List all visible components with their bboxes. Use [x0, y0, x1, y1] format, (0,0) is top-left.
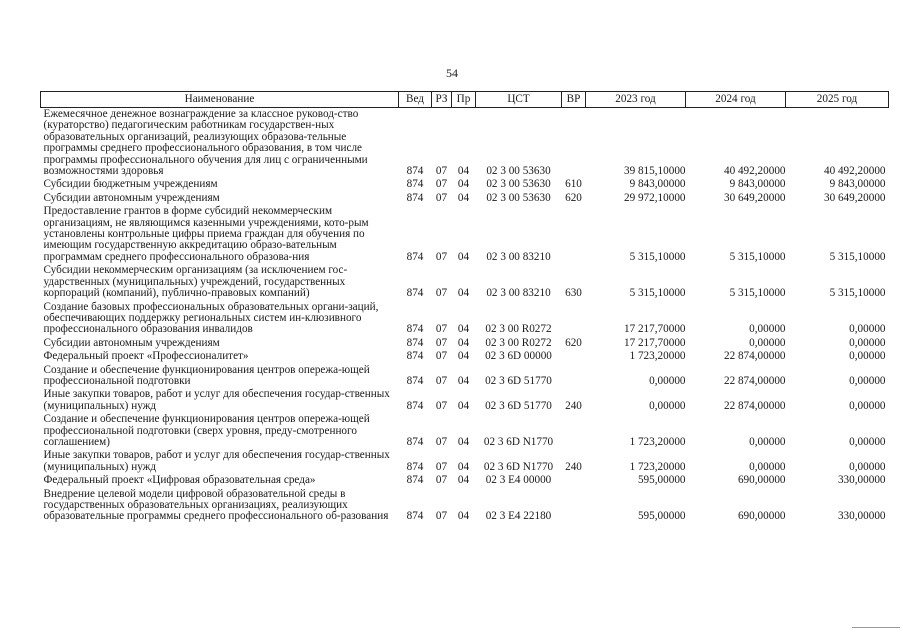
cell-ved: 874 [406, 399, 424, 412]
cell-2024: 9 843,00000 [729, 178, 786, 191]
cell-vr [562, 364, 586, 389]
table-row [41, 488, 889, 524]
header-rz: РЗ [432, 92, 452, 108]
header-2023: 2023 год [586, 92, 686, 108]
header-cst: ЦСТ [476, 92, 562, 108]
cell-cst: 02 3 6D 51770 [485, 374, 552, 387]
cell-vr [562, 488, 586, 524]
cell-ved: 874 [406, 510, 424, 523]
table-row [41, 178, 889, 191]
cell-vr: 610 [565, 178, 582, 191]
header-2025: 2025 год [786, 92, 889, 108]
cell-2025: 9 843,00000 [829, 178, 886, 191]
cell-rz: 07 [435, 178, 448, 191]
cell-cst: 02 3 6D 51770 [485, 399, 552, 412]
cell-pr: 04 [457, 374, 470, 387]
cell-2024: 0,00000 [749, 323, 786, 336]
cell-2023: 39 815,10000 [623, 165, 686, 178]
cell-2024: 5 315,10000 [729, 287, 786, 300]
cell-ved: 874 [406, 474, 424, 487]
cell-ved: 874 [406, 165, 424, 178]
cell-2023: 29 972,10000 [623, 191, 686, 204]
cell-cst: 02 3 00 53630 [486, 178, 551, 191]
cell-name: Иные закупки товаров, работ и услуг для обеспечения государ-ственных (муниципальных) нужд [43, 388, 390, 412]
budget-table [40, 91, 889, 524]
table-row [41, 337, 889, 350]
cell-pr: 04 [457, 510, 470, 523]
cell-ved: 874 [406, 323, 424, 336]
cell-2025: 5 315,10000 [829, 250, 886, 263]
table-row [41, 301, 889, 337]
cell-2025: 0,00000 [849, 336, 886, 349]
cell-pr: 04 [457, 460, 470, 473]
cell-ved: 874 [406, 460, 424, 473]
cell-2024: 22 874,00000 [723, 399, 786, 412]
cell-name: Ежемесячное денежное вознаграждение за классное руковод-ство (кураторство) педагогическим работникам государствен-ных образовательных организаций, реализующих образова-тельные программы среднего профессионального образования, в том числе программы профессионального обучения для лиц с ограниченными возможностями здоровья [43, 108, 368, 178]
cell-cst: 02 3 00 R0272 [485, 323, 552, 336]
cell-rz: 07 [435, 336, 448, 349]
header-ved: Вед [399, 92, 432, 108]
cell-name: Субсидии автономным учреждениям [43, 191, 220, 204]
cell-vr: 620 [565, 336, 582, 349]
cell-2023: 17 217,70000 [623, 336, 686, 349]
header-pr: Пр [452, 92, 476, 108]
cell-2025: 0,00000 [849, 460, 886, 473]
cell-2023: 17 217,70000 [623, 323, 686, 336]
cell-cst: 02 3 00 R0272 [485, 336, 552, 349]
table-header-row [41, 92, 889, 108]
cell-2024: 0,00000 [749, 435, 786, 448]
cell-ved: 874 [406, 374, 424, 387]
cell-cst: 02 3 6D N1770 [483, 435, 554, 448]
cell-ved: 874 [406, 250, 424, 263]
header-name: Наименование [41, 92, 399, 108]
cell-2023: 595,00000 [637, 510, 686, 523]
cell-2023: 0,00000 [649, 399, 686, 412]
cell-2025: 0,00000 [849, 399, 886, 412]
table-row [41, 108, 889, 179]
cell-name: Создание и обеспечение функционирования центров опережа-ющей профессиональной подготовки (сверх уровня, преду-смотренного соглашением) [43, 413, 370, 448]
cell-2025: 330,00000 [837, 510, 886, 523]
cell-rz: 07 [435, 323, 448, 336]
cell-rz: 07 [435, 350, 448, 363]
cell-pr: 04 [457, 287, 470, 300]
table-row [41, 474, 889, 487]
cell-2025: 330,00000 [837, 474, 886, 487]
cell-rz: 07 [435, 510, 448, 523]
cell-2024: 22 874,00000 [723, 350, 786, 363]
table-row [41, 449, 889, 474]
cell-cst: 02 3 E4 22180 [485, 510, 552, 523]
cell-cst: 02 3 00 53630 [486, 165, 551, 178]
cell-2025: 0,00000 [849, 323, 886, 336]
cell-2024: 0,00000 [749, 336, 786, 349]
cell-rz: 07 [435, 250, 448, 263]
table-row [41, 388, 889, 413]
table-body [41, 108, 889, 524]
cell-ved: 874 [406, 191, 424, 204]
cell-cst: 02 3 E4 00000 [485, 474, 552, 487]
cell-2024: 22 874,00000 [723, 374, 786, 387]
cell-2025: 30 649,20000 [823, 191, 886, 204]
cell-vr [562, 413, 586, 449]
cell-ved: 874 [406, 287, 424, 300]
cell-name: Федеральный проект «Цифровая образовательная среда» [43, 474, 316, 487]
cell-2023: 1 723,20000 [629, 460, 686, 473]
table-row [41, 413, 889, 449]
cell-rz: 07 [435, 191, 448, 204]
cell-pr: 04 [457, 399, 470, 412]
cell-name: Субсидии некоммерческим организациям (за исключением гос-ударственных (муниципальных) учреждений, государственных корпораций (компаний), публично-правовых компаний) [43, 264, 348, 300]
cell-vr [562, 108, 586, 179]
cell-vr [562, 474, 586, 487]
cell-rz: 07 [435, 374, 448, 387]
cell-pr: 04 [457, 435, 470, 448]
cell-2023: 0,00000 [649, 374, 686, 387]
cell-2025: 0,00000 [849, 374, 886, 387]
cell-vr [562, 205, 586, 264]
cell-pr: 04 [457, 323, 470, 336]
cell-2024: 0,00000 [749, 460, 786, 473]
cell-name: Предоставление грантов в форме субсидий некоммерческим организациям, не являющимся казенными учреждениями, кото-рым установлены контрольные цифры приема граждан для обучения по имеющим государственную аккредитацию образо-вательным программам среднего профессионального образова-ния [43, 205, 369, 263]
cell-name: Субсидии бюджетным учреждениям [43, 178, 218, 191]
cell-2023: 5 315,10000 [629, 250, 686, 263]
cell-2025: 40 492,20000 [823, 165, 886, 178]
table-row [41, 264, 889, 300]
cell-ved: 874 [406, 178, 424, 191]
cell-cst: 02 3 6D N1770 [483, 460, 554, 473]
cell-ved: 874 [406, 336, 424, 349]
cell-name: Создание базовых профессиональных образовательных органи-заций, обеспечивающих поддержку региональных систем ин-клюзивного профессионального образования инвалидов [43, 300, 379, 336]
cell-rz: 07 [435, 287, 448, 300]
page-number: 54 [446, 66, 458, 80]
cell-2023: 1 723,20000 [629, 435, 686, 448]
cell-ved: 874 [406, 350, 424, 363]
cell-name: Субсидии автономным учреждениям [43, 336, 220, 349]
cell-2025: 5 315,10000 [829, 287, 886, 300]
edge-mark [852, 627, 900, 628]
table-row [41, 192, 889, 205]
table-row [41, 350, 889, 363]
cell-rz: 07 [435, 460, 448, 473]
cell-name: Иные закупки товаров, работ и услуг для обеспечения государ-ственных (муниципальных) нужд [43, 449, 390, 473]
cell-rz: 07 [435, 435, 448, 448]
cell-rz: 07 [435, 399, 448, 412]
cell-2024: 690,00000 [737, 510, 786, 523]
cell-2024: 5 315,10000 [729, 250, 786, 263]
cell-rz: 07 [435, 165, 448, 178]
cell-2023: 1 723,20000 [629, 350, 686, 363]
header-vr: ВР [562, 92, 586, 108]
cell-2025: 0,00000 [849, 350, 886, 363]
cell-cst: 02 3 00 53630 [486, 191, 551, 204]
header-2024: 2024 год [686, 92, 786, 108]
cell-2023: 5 315,10000 [629, 287, 686, 300]
cell-vr: 240 [565, 399, 582, 412]
cell-2025: 0,00000 [849, 435, 886, 448]
cell-vr: 240 [565, 460, 582, 473]
cell-rz: 07 [435, 474, 448, 487]
cell-2024: 690,00000 [737, 474, 786, 487]
cell-vr: 620 [565, 191, 582, 204]
cell-vr [562, 301, 586, 337]
cell-pr: 04 [457, 165, 470, 178]
cell-pr: 04 [457, 191, 470, 204]
table-row [41, 205, 889, 264]
cell-pr: 04 [457, 350, 470, 363]
cell-pr: 04 [457, 474, 470, 487]
cell-cst: 02 3 6D 00000 [485, 350, 552, 363]
cell-2023: 9 843,00000 [629, 178, 686, 191]
cell-2023: 595,00000 [637, 474, 686, 487]
cell-name: Федеральный проект «Профессионалитет» [43, 350, 249, 363]
cell-pr: 04 [457, 336, 470, 349]
cell-ved: 874 [406, 435, 424, 448]
cell-2024: 30 649,20000 [723, 191, 786, 204]
cell-cst: 02 3 00 83210 [486, 250, 551, 263]
cell-pr: 04 [457, 178, 470, 191]
table-row [41, 364, 889, 389]
cell-2024: 40 492,20000 [723, 165, 786, 178]
cell-vr [562, 350, 586, 363]
cell-cst: 02 3 00 83210 [486, 287, 551, 300]
cell-pr: 04 [457, 250, 470, 263]
cell-name: Внедрение целевой модели цифровой образовательной среды в государственных образовательных организациях, реализующих образовательные программы среднего профессионального об-разования [43, 487, 389, 523]
cell-name: Создание и обеспечение функционирования центров опережа-ющей профессиональной подготовки [43, 363, 370, 387]
cell-vr: 630 [565, 287, 582, 300]
